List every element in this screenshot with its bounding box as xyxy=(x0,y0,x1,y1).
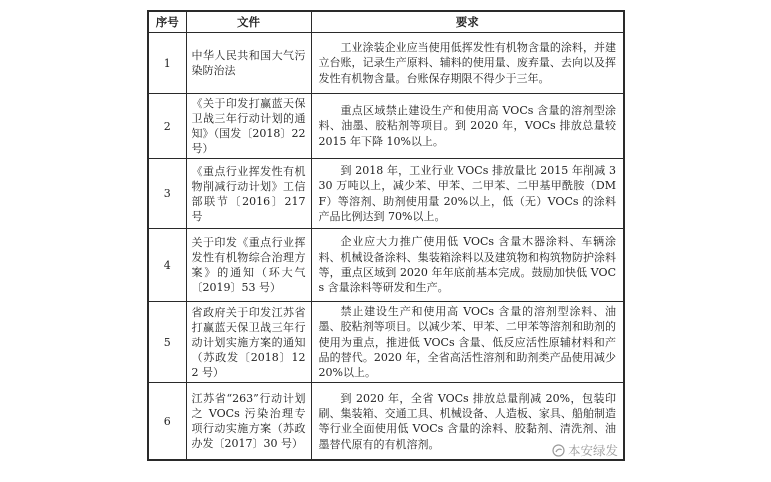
table-header-row xyxy=(148,11,624,33)
requirement-text: 工业涂装企业应当使用低挥发性有机物含量的涂料，并建立台账，记录生产原料、辅料的使用量、废弃量、去向以及挥发性有机物含量。台账保存期限不得少于三年。 xyxy=(311,33,624,94)
document-name: 《重点行业挥发性有机物削减行动计划》工信部联节〔2016〕217 号 xyxy=(186,159,311,229)
serial-number: 1 xyxy=(148,33,186,94)
header-requirement: 要求 xyxy=(311,11,624,33)
requirement-text: 禁止建设生产和使用高 VOCs 含量的溶剂型涂料、油墨、胶粘剂等项目。以减少苯、甲苯、二甲苯等溶剂和助剂的使用为重点，推进低 VOCs 含量、低反应活性原辅材料和产品的替代。2020 年，全省高活性溶剂和助剂类产品使用减少 20%以上。 xyxy=(311,302,624,383)
serial-number: 5 xyxy=(148,302,186,383)
serial-number: 6 xyxy=(148,383,186,460)
requirement-text-content: 到 2020 年，全省 VOCs 排放总量削减 20%，包装印刷、集装箱、交通工具、机械设备、人造板、家具、船舶制造等行业全面使用低 VOCs 含量的涂料、胶黏剂、清洗剂、油墨替代原有的有机溶剂。 xyxy=(318,391,616,451)
header-serial: 序号 xyxy=(148,11,186,33)
requirement-text xyxy=(311,383,624,460)
header-document: 文件 xyxy=(186,11,311,33)
document-name: 省政府关于印发江苏省打赢蓝天保卫战三年行动计划实施方案的通知（苏政发〔2018〕122 号） xyxy=(186,302,311,383)
table-row xyxy=(148,159,624,229)
table-row xyxy=(148,229,624,302)
document-name: 关于印发《重点行业挥发性有机物综合治理方案》的通知（环大气〔2019〕53 号） xyxy=(186,229,311,302)
serial-number: 4 xyxy=(148,229,186,302)
serial-number: 3 xyxy=(148,159,186,229)
watermark-text: 本安绿发 xyxy=(567,442,618,458)
table-row xyxy=(148,33,624,94)
swirl-logo-icon xyxy=(552,444,565,457)
table-row xyxy=(148,383,624,460)
voc-policy-table xyxy=(147,10,625,461)
document-name: 中华人民共和国大气污染防治法 xyxy=(186,33,311,94)
watermark xyxy=(550,444,618,458)
serial-number: 2 xyxy=(148,94,186,159)
requirement-text: 重点区域禁止建设生产和使用高 VOCs 含量的溶剂型涂料、油墨、胶粘剂等项目。到 2020 年，VOCs 排放总量较 2015 年下降 10%以上。 xyxy=(311,94,624,159)
requirement-text: 企业应大力推广使用低 VOCs 含量木器涂料、车辆涂料、机械设备涂料、集装箱涂料以及建筑物和构筑物防护涂料等，重点区域到 2020 年年底前基本完成。鼓励加快低 VOCs 含量涂料等研发和生产。 xyxy=(311,229,624,302)
document-name: 《关于印发打赢蓝天保卫战三年行动计划的通知》（国发〔2018〕22 号） xyxy=(186,94,311,159)
table-row xyxy=(148,302,624,383)
table-row xyxy=(148,94,624,159)
policy-table-container xyxy=(147,10,625,461)
document-name: 江苏省“263”行动计划之 VOCs 污染治理专项行动实施方案（苏政办发〔2017〕30 号） xyxy=(186,383,311,460)
requirement-text: 到 2018 年，工业行业 VOCs 排放量比 2015 年削减 330 万吨以上，减少苯、甲苯、二甲苯、二甲基甲酰胺（DMF）等溶剂、助剂使用量 20%以上，低（无）VOCs 的涂料产品比例达到 70%以上。 xyxy=(311,159,624,229)
